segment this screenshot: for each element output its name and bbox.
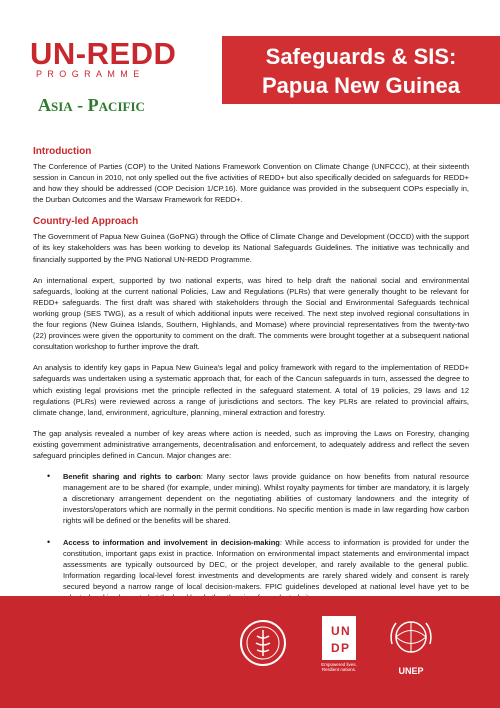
undp-logo-mark — [322, 616, 356, 660]
footer-band — [0, 596, 500, 708]
title-line-1: Safeguards & SIS: — [265, 44, 457, 69]
bullet-icon: • — [47, 536, 51, 547]
undp-caption: Empowered lives. Resilient nations. — [321, 662, 357, 672]
undp-logo — [322, 616, 356, 672]
svg-text:P: P — [341, 641, 350, 655]
intro-heading: Introduction — [33, 146, 92, 157]
title-banner — [222, 36, 500, 104]
fao-logo — [238, 618, 288, 668]
svg-text:U: U — [331, 624, 340, 638]
country-paragraph-3: An analysis to identify key gaps in Papua New Guinea's legal and policy framework with regard to the implementation of REDD+ safeguards was undertaken using a systematic approach that, for each of the Cancun safeguards in turn, assessed the degree to which existing legal provisions met the principle reflected in the safeguard statement. A total of 19 policies, 29 laws and 12 regulations (PLRs) were reviewed across a range of jurisdictions and sectors. The key PLRs are related to provincial affairs, climate change, land, environment, agriculture, planning, mineral extraction and forestry. — [33, 363, 469, 417]
unep-logo — [388, 614, 434, 660]
country-paragraph-4: The gap analysis revealed a number of key areas where action is needed, such as improving the Laws on Forestry, changing existing government administrative arrangements, decentralisation and enforcement, to adequately address and reflect the seven safeguard principles defined in Cancun. Major changes are: — [33, 428, 469, 460]
header — [0, 0, 500, 128]
svg-text:N: N — [341, 624, 350, 638]
list-item-text: : While access to information is provided for under the constitution, important gaps exist in practice. Information on environmental impact statements and environmental impact assessments are typically outsourced by DEC, or the project developer, and rarely available to the general public. Information regarding local-level forest investments and developments are rarely shared widely and consent is rarely secured beyond a narrow range of local decision-makers. FPIC guidelines developed at national level have yet to be — [63, 537, 469, 591]
country-heading: Country-led Approach — [33, 216, 139, 228]
title-line-2: Papua New Guinea — [261, 73, 461, 98]
region-label: Asia - Pacific — [38, 95, 145, 115]
bullet-icon: • — [47, 471, 51, 482]
list-item-title: Benefit sharing and rights to carbon — [63, 472, 201, 482]
list-item-text: : Many sector laws provide guidance on how benefits from natural resource management are to be shared (for example, under mining). Whilst royalty payments for timber are mandatory, it is largely a discretionary arrangement dependent on the negotiating abilities of customary landowners and the integrity of investors/operators which are normally in the permit conditions. No specific mention is made in law regarding how carbon rights will be defined or the benefits will be shared. — [63, 472, 469, 526]
list-item — [33, 537, 469, 604]
un-redd-logo: UN-REDD — [30, 36, 177, 71]
changes-list — [33, 471, 469, 603]
country-paragraph-2: An international expert, supported by two national experts, was hired to help draft the national social and environmental safeguards, looking at the current national Policies, Law and Regulations (PLRs) that were generally thought to be relevant for REDD+ safeguards. The first draft was shared with stakeholders through the Social and Environmental Safeguards technical working group (SES TWG), as a result of which additional inputs were received. The next step involved regional consultations in the four regions (New Guinea Islands, Southern, Highlands, and Momase) where provincial representatives from the twenty-two (22) provinces were given the opportunity to comment on the draft. The comments were brought together at a subsequent national consultation workshop to further improve the draft. — [33, 275, 469, 352]
list-item — [33, 471, 469, 526]
document-body — [33, 145, 469, 603]
svg-text:D: D — [331, 641, 340, 655]
country-paragraph-1: The Government of Papua New Guinea (GoPNG) through the Office of Climate Change and Development (OCCD) with the support of its key stakeholders was has been working to develop its National Safeguards Guidelines. The initiative was technically and financially supported by the PNG National UN-REDD Programme. — [33, 232, 469, 264]
list-item-title: Access to information and involvement in decision-making — [63, 537, 280, 547]
unep-caption: UNEP — [398, 666, 424, 676]
programme-label: PROGRAMME — [36, 69, 145, 79]
intro-paragraph: The Conference of Parties (COP) to the United Nations Framework Convention on Climate Change (UNFCCC), at their sixteenth session in Cancun in 2010, not only spelled out the five activities of REDD+ but also specifically decided on safeguards for REDD+ and how they should be addressed (COP Decision 1/CP.16). More guidance was provided in the subsequent COPs especially in, the Durban Outcomes and the Warsaw Framework for REDD+. — [33, 162, 469, 205]
